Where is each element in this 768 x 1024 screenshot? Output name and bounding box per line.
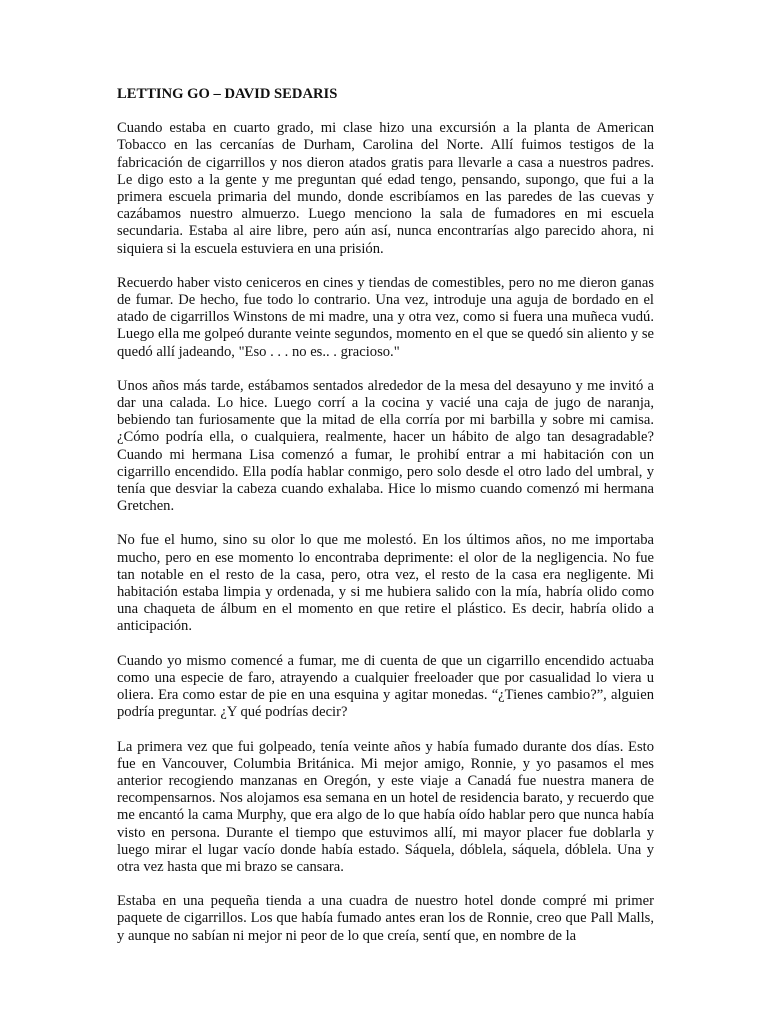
paragraph-1: Cuando estaba en cuarto grado, mi clase hizo una excursión a la planta de American Tobacco en las cercanías de Durham, Carolina del Norte. Allí fuimos testigos de la fabricación de cigarrillos y nos dieron atados gratis para llevarle a casa a nuestros padres. Le digo esto a la gente y me preguntan qué edad tengo, pensando, supongo, que fui a la primera escuela primaria del mundo, donde escribíamos en las paredes de las cuevas y cazábamos nuestro almuerzo. Luego menciono la sala de fumadores en mi escuela secundaria. Estaba al aire libre, pero aún así, nunca encontrarías algo parecido ahora, ni siquiera si la escuela estuviera en una prisión. xyxy=(117,120,654,257)
paragraph-3: Unos años más tarde, estábamos sentados alrededor de la mesa del desayuno y me invitó a dar una calada. Lo hice. Luego corrí a la cocina y vacié una caja de jugo de naranja, bebiendo tan furiosamente que la mitad de ella corría por mi barbilla y sobre mi camisa. ¿Cómo podría ella, o cualquiera, realmente, hacer un hábito de algo tan desagradable? Cuando mi hermana Lisa comenzó a fumar, le prohibí entrar a mi habitación con un cigarrillo encendido. Ella podía hablar conmigo, pero solo desde el otro lado del umbral, y tenía que desviar la cabeza cuando exhalaba. Hice lo mismo cuando comenzó mi hermana Gretchen. xyxy=(117,377,654,515)
document-body xyxy=(117,86,654,945)
paragraph-4: No fue el humo, sino su olor lo que me molestó. En los últimos años, no me importaba mucho, pero en ese momento lo encontraba deprimente: el olor de la negligencia. No fue tan notable en el resto de la casa, pero, otra vez, el resto de la casa era negligente. Mi habitación estaba limpia y ordenada, y si me hubiera salido con la mía, habría olido como una chaqueta de álbum en el momento en que retire el plástico. Es decir, habría olido a anticipación. xyxy=(117,532,654,635)
document-title: LETTING GO – DAVID SEDARIS xyxy=(117,86,338,102)
paragraph-6: La primera vez que fui golpeado, tenía veinte años y había fumado durante dos días. Esto fue en Vancouver, Columbia Británica. Mi mejor amigo, Ronnie, y yo pasamos el mes anterior recogiendo manzanas en Oregón, y este viaje a Canadá fue nuestra manera de recompensarnos. Nos alojamos esa semana en un hotel de residencia barato, y recuerdo que me encantó la cama Murphy, que era algo de lo que había oído hablar pero que nunca había visto en persona. Durante el tiempo que estuvimos allí, mi mayor placer fue doblarla y luego mirar el lugar vacío donde había estado. Sáquela, dóblela, sáquela, dóblela. Una y otra vez hasta que mi brazo se cansara. xyxy=(117,738,654,875)
paragraph-7: Estaba en una pequeña tienda a una cuadra de nuestro hotel donde compré mi primer paquete de cigarrillos. Los que había fumado antes eran los de Ronnie, creo que Pall Malls, y aunque no sabían ni mejor ni peor de lo que creía, sentí que, en nombre de la xyxy=(117,893,654,944)
paragraph-2: Recuerdo haber visto ceniceros en cines y tiendas de comestibles, pero no me dieron ganas de fumar. De hecho, fue todo lo contrario. Una vez, introduje una aguja de bordado en el atado de cigarrillos Winstons de mi madre, una y otra vez, como si fuera una muñeca vudú. Luego ella me golpeó durante veinte segundos, momento en el que se quedó sin aliento y se quedó allí jadeando, "Eso . . . no es.. . gracioso." xyxy=(117,274,654,360)
paragraph-5: Cuando yo mismo comencé a fumar, me di cuenta de que un cigarrillo encendido actuaba como una especie de faro, atrayendo a cualquier freeloader que por casualidad lo viera u oliera. Era como estar de pie en una esquina y agitar monedas. “¿Tienes cambio?”, alguien podría preguntar. ¿Y qué podrías decir? xyxy=(117,652,654,721)
